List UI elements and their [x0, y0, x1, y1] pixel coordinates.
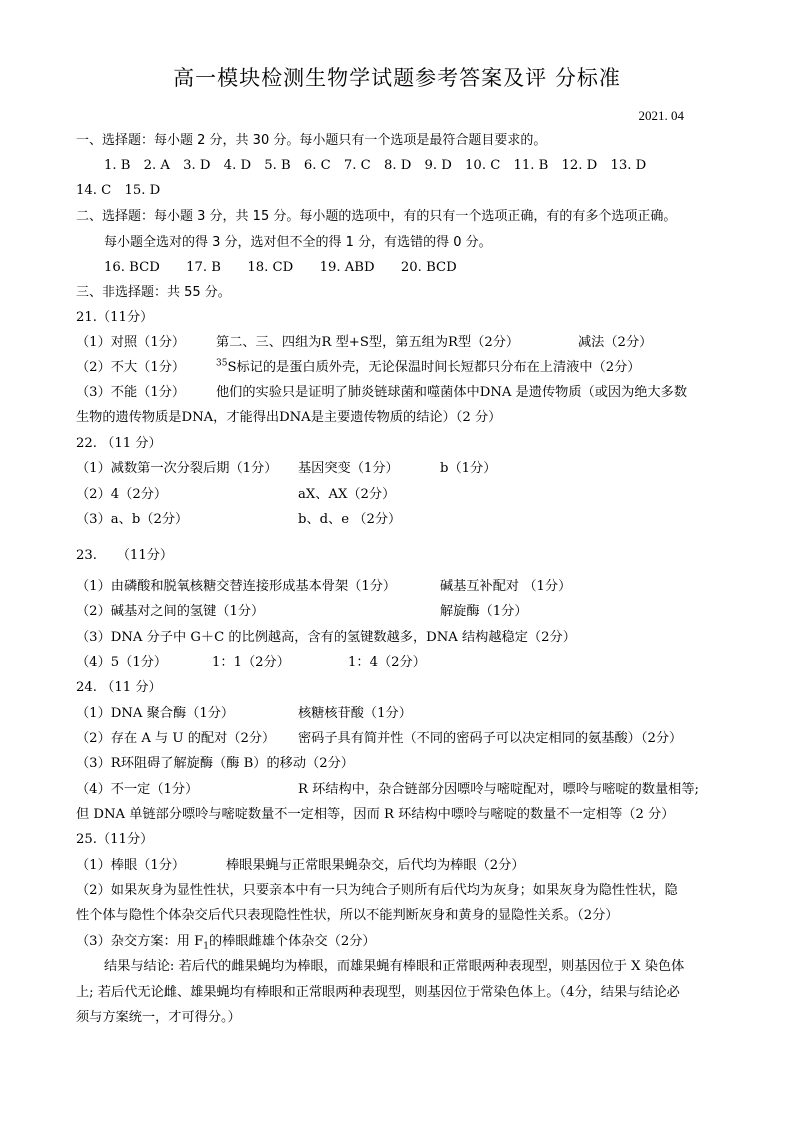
- q24-answer-5: 但 DNA 单链部分嘌呤与嘧啶数量不一定相等，因而 R 环结构中嘌呤与嘧啶的数量不一定相等（2 分）: [76, 807, 675, 822]
- q25-answer-4-post: 的棒眼雌雄个体杂交（2分）: [208, 934, 376, 949]
- q21-answer-1a: （1）对照（1分）: [76, 335, 186, 350]
- part1-answers-line1: 1. B 2. A 3. D 4. D 5. B 6. C 7. C 8. D 9. D 10. C 11. B 12. D 13. D: [104, 158, 647, 173]
- q23-answer-1b: 碱基互补配对 （1分）: [440, 579, 572, 594]
- q25-answer-1a: （1）棒眼（1分）: [76, 858, 186, 873]
- q24-answer-1b: 核糖核苷酸（1分）: [298, 706, 412, 721]
- q25-answer-6: 上; 若后代无论雌、雄果蝇均有棒眼和正常眼两种表现型，则基因位于常染色体上。（4分，结果与结论必: [76, 985, 680, 1000]
- q23-answer-1a: （1）由磷酸和脱氧核糖交替连接形成基本骨架（1分）: [76, 579, 397, 594]
- q25-answer-3: 性个体与隐性个体杂交后代只表现隐性性状，所以不能判断灰身和黄身的显隐性关系。（2分）: [76, 908, 619, 923]
- q22-answer-1b: 基因突变（1分）: [298, 461, 399, 476]
- generation-subscript: 1: [203, 941, 209, 952]
- q22-answer-3a: （3）a、b（2分）: [76, 512, 189, 527]
- q24-answer-3: （3）R环阻碍了解旋酶（酶 B）的移动（2分）: [76, 756, 354, 771]
- part2-heading: 二、选择题：每小题 3 分，共 15 分。每小题的选项中，有的只有一个选项正确，有的有多个选项正确。: [76, 209, 677, 224]
- q25-answer-2: （2）如果灰身为显性性状，只要亲本中有一只为纯合子则所有后代均为灰身；如果灰身为隐性性状，隐: [76, 883, 678, 898]
- q25-answer-4-pre: （3）杂交方案：用 F: [76, 934, 204, 949]
- q23-heading: 23. （11分）: [76, 548, 174, 563]
- q22-answer-1c: b（1分）: [440, 461, 497, 476]
- q23-answer-2b: 解旋酶（1分）: [440, 604, 528, 619]
- q23-answer-2a: （2）碱基对之间的氢键（1分）: [76, 604, 265, 619]
- q25-answer-5: 结果与结论: 若后代的雌果蝇均为棒眼，而雄果蝇有棒眼和正常眼两种表现型，则基因位于 X 染色体: [104, 959, 685, 974]
- q24-heading: 24. （11 分）: [76, 680, 162, 695]
- document-date: 2021. 04: [638, 108, 684, 123]
- q21-answer-3a: （3）不能（1分）: [76, 385, 186, 400]
- part1-answers-line2: 14. C 15. D: [76, 183, 161, 198]
- q23-answer-4a: （4）5（1分）: [76, 655, 168, 670]
- part2-answers: 16. BCD 17. B 18. CD 19. ABD 20. BCD: [104, 260, 457, 275]
- q25-answer-4: [76, 933, 376, 951]
- q22-answer-2a: （2）4（2分）: [76, 487, 168, 502]
- q22-answer-3b: b、d、e （2分）: [298, 512, 402, 527]
- q23-answer-4c: 1：4（2分）: [348, 655, 426, 670]
- q21-heading: 21.（11分）: [76, 310, 154, 325]
- q22-answer-1a: （1）减数第一次分裂后期（1分）: [76, 461, 278, 476]
- q21-answer-2b-text: S标记的是蛋白质外壳，无论保温时间长短都只分布在上清液中（2分）: [227, 360, 641, 375]
- q24-answer-2a: （2）存在 A 与 U 的配对（2分）: [76, 731, 276, 746]
- part1-heading: 一、选择题：每小题 2 分，共 30 分。每小题只有一个选项是最符合题目要求的。: [76, 133, 547, 148]
- q21-answer-3b: 他们的实验只是证明了肺炎链球菌和噬菌体中DNA 是遗传物质（或因为绝大多数: [216, 385, 688, 400]
- q21-answer-2b: [216, 359, 641, 377]
- q24-answer-1a: （1）DNA 聚合酶（1分）: [76, 706, 235, 721]
- q24-answer-2b: 密码子具有简并性（不同的密码子可以决定相同的氨基酸）（2分）: [298, 731, 683, 746]
- q24-answer-4b: R 环结构中，杂合链部分因嘌呤与嘧啶配对，嘌呤与嘧啶的数量相等;: [298, 782, 699, 797]
- q23-answer-4b: 1：1（2分）: [212, 655, 290, 670]
- q21-answer-3c: 生物的遗传物质是DNA，才能得出DNA是主要遗传物质的结论）（2 分）: [76, 410, 502, 425]
- q21-answer-1c: 减法（2分）: [578, 335, 653, 350]
- part3-heading: 三、非选择题：共 55 分。: [76, 285, 231, 300]
- q23-answer-3: （3）DNA 分子中 G＋C 的比例越高，含有的氢键数越多，DNA 结构越稳定（2分）: [76, 630, 576, 645]
- q25-answer-7: 须与方案统一，才可得分。）: [76, 1010, 241, 1025]
- document-title: 高一模块检测生物学试题参考答案及评 分标准: [173, 66, 621, 90]
- part2-heading-line2: 每小题全选对的得 3 分，选对但不全的得 1 分，有选错的得 0 分。: [104, 235, 492, 250]
- q21-answer-1b: 第二、三、四组为R 型+S型，第五组为R型（2分）: [216, 335, 520, 350]
- q22-answer-2b: aX、AX（2分）: [298, 487, 396, 502]
- q21-answer-2a: （2）不大（1分）: [76, 360, 186, 375]
- q25-heading: 25.（11分）: [76, 832, 154, 847]
- isotope-mass-number: 35: [216, 358, 228, 369]
- q24-answer-4a: （4）不一定（1分）: [76, 782, 199, 797]
- q25-answer-1b: 棒眼果蝇与正常眼果蝇杂交，后代均为棒眼（2分）: [226, 858, 525, 873]
- q22-heading: 22. （11 分）: [76, 436, 162, 451]
